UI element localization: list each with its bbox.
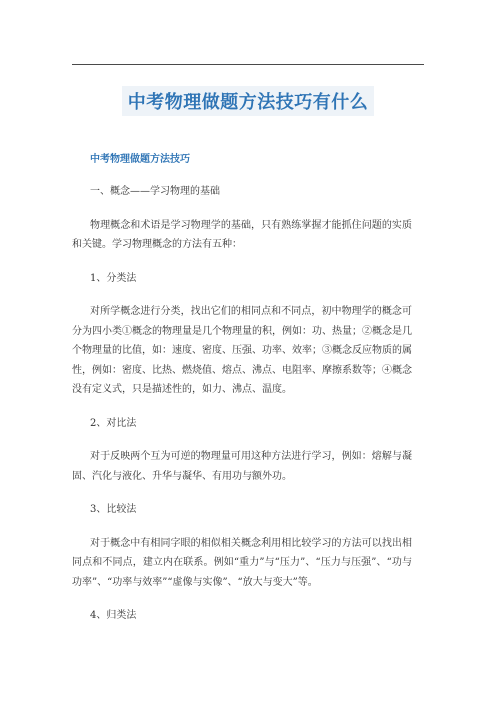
method-heading-grouping: 4、归类法 xyxy=(90,610,137,621)
method-heading-comparison: 3、比较法 xyxy=(90,504,137,515)
section-heading-concept: 一、概念——学习物理的基础 xyxy=(90,186,220,197)
document-title: 中考物理做题方法技巧有什么 xyxy=(122,86,375,116)
paragraph-intro: 物理概念和术语是学习物理学的基础，只有熟练掌握才能抓住问题的实质和关键。学习物理概念的方法有五种： xyxy=(72,219,412,250)
section-subheading: 中考物理做题方法技巧 xyxy=(90,154,190,165)
document-body xyxy=(72,150,412,640)
paragraph-comparison: 对于概念中有相同字眼的相似相关概念利用相比较学习的方法可以找出相同点和不同点，建立内在联系。例如“重力”与“压力”、“压力与压强”、“功与功率”、“功率与效率”“虚像与实像”、“放大与变大”等。 xyxy=(72,537,412,588)
title-container xyxy=(0,86,496,116)
paragraph-contrast: 对于反映两个互为可逆的物理量可用这种方法进行学习，例如：熔解与凝固、汽化与液化、升华与凝华、有用功与额外功。 xyxy=(72,451,412,482)
paragraph-classification: 对所学概念进行分类，找出它们的相同点和不同点，初中物理学的概念可分为四小类①概念的物理量是几个物理量的积，例如：功、热量；②概念是几个物理量的比值，如：速度、密度、压强、功率、效率；③概念反应物质的属性，例如：密度、比热、燃烧值、熔点、沸点、电阻率、摩擦系数等；④概念没有定义式，只是描述性的，如力、沸点、温度。 xyxy=(72,306,412,395)
header-rule xyxy=(72,64,424,65)
method-heading-contrast: 2、对比法 xyxy=(90,417,137,429)
method-heading-classification: 1、分类法 xyxy=(90,272,137,284)
